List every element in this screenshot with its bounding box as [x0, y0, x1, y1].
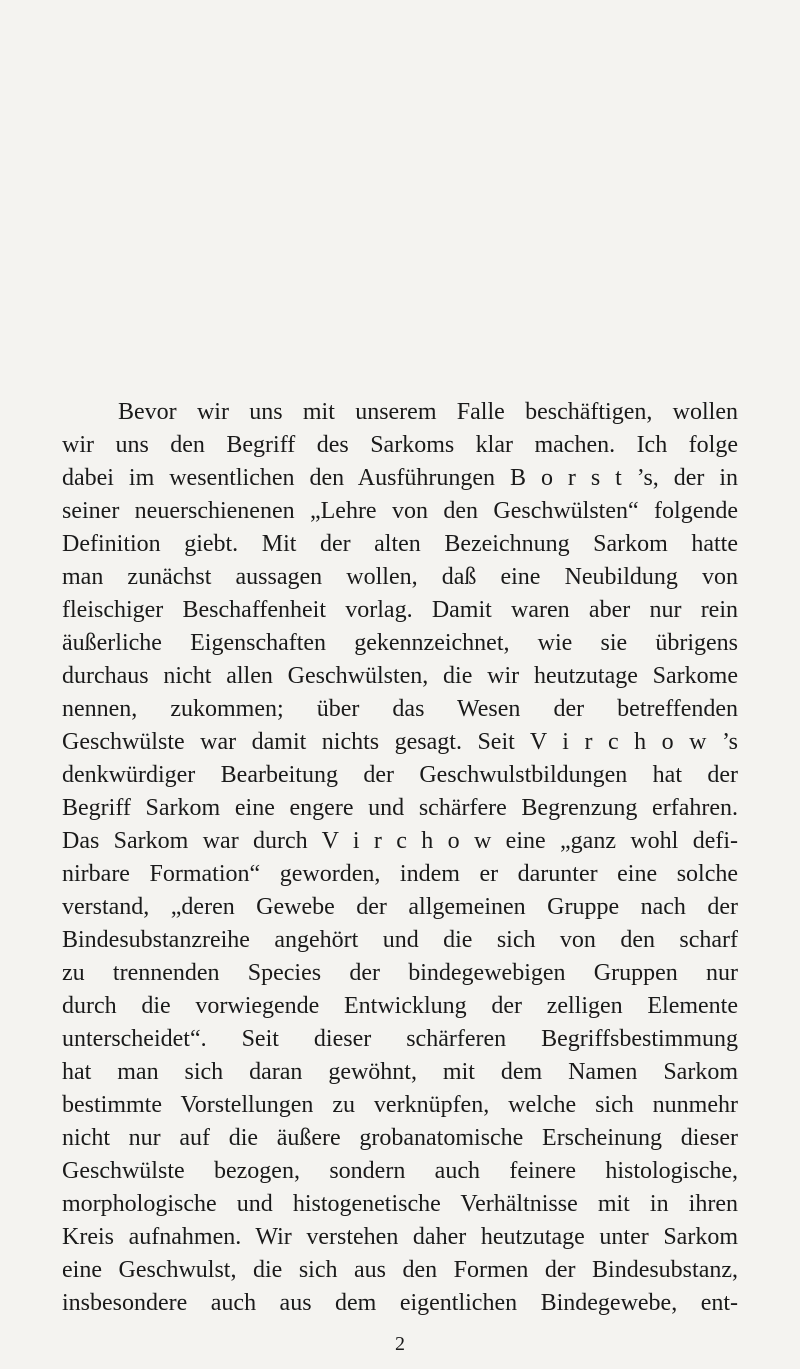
text-line: Geschwülste war damit nichts gesagt. Seit V i r c h o w ’s — [62, 729, 738, 755]
text-line: seiner neuerschienenen „Lehre von den Geschwülsten“ folgende — [62, 498, 738, 524]
text-line: denkwürdiger Bearbeitung der Geschwulstbildungen hat der — [62, 762, 738, 788]
text-line: hat man sich daran gewöhnt, mit dem Namen Sarkom — [62, 1059, 738, 1085]
text-line: bestimmte Vorstellungen zu verknüpfen, welche sich nunmehr — [62, 1092, 738, 1118]
text-line: nennen, zukommen; über das Wesen der betreffenden — [62, 696, 738, 722]
text-line: nirbare Formation“ geworden, indem er darunter eine solche — [62, 861, 738, 887]
text-line: Bindesubstanzreihe angehört und die sich von den scharf — [62, 927, 738, 953]
text-line: fleischiger Beschaffenheit vorlag. Damit waren aber nur rein — [62, 597, 738, 623]
text-line: eine Geschwulst, die sich aus den Formen der Bindesubstanz, — [62, 1257, 738, 1283]
page-number: 2 — [395, 1333, 405, 1355]
text-line: man zunächst aussagen wollen, daß eine Neubildung von — [62, 564, 738, 590]
text-line: durch die vorwiegende Entwicklung der zelligen Elemente — [62, 993, 738, 1019]
text-line: Definition giebt. Mit der alten Bezeichnung Sarkom hatte — [62, 531, 738, 557]
text-line: äußerliche Eigenschaften gekennzeichnet, wie sie übrigens — [62, 630, 738, 656]
text-line: Geschwülste bezogen, sondern auch feinere histologische, — [62, 1158, 738, 1184]
text-line: Kreis aufnahmen. Wir verstehen daher heutzutage unter Sarkom — [62, 1224, 738, 1250]
text-line: zu trennenden Species der bindegewebigen Gruppen nur — [62, 960, 738, 986]
text-line: insbesondere auch aus dem eigentlichen Bindegewebe, ent- — [62, 1290, 738, 1316]
text-line: dabei im wesentlichen den Ausführungen B o r s t ’s, der in — [62, 465, 738, 491]
text-line: Begriff Sarkom eine engere und schärfere Begrenzung erfahren. — [62, 795, 738, 821]
text-line: verstand, „deren Gewebe der allgemeinen Gruppe nach der — [62, 894, 738, 920]
text-line: morphologische und histogenetische Verhältnisse mit in ihren — [62, 1191, 738, 1217]
text-line: Bevor wir uns mit unserem Falle beschäftigen, wollen — [118, 399, 738, 425]
text-line: Das Sarkom war durch V i r c h o w eine „ganz wohl defi- — [62, 828, 738, 854]
text-line: durchaus nicht allen Geschwülsten, die wir heutzutage Sarkome — [62, 663, 738, 689]
text-line: wir uns den Begriff des Sarkoms klar machen. Ich folge — [62, 432, 738, 458]
text-line: nicht nur auf die äußere grobanatomische Erscheinung dieser — [62, 1125, 738, 1151]
text-line: unterscheidet“. Seit dieser schärferen Begriffsbestimmung — [62, 1026, 738, 1052]
